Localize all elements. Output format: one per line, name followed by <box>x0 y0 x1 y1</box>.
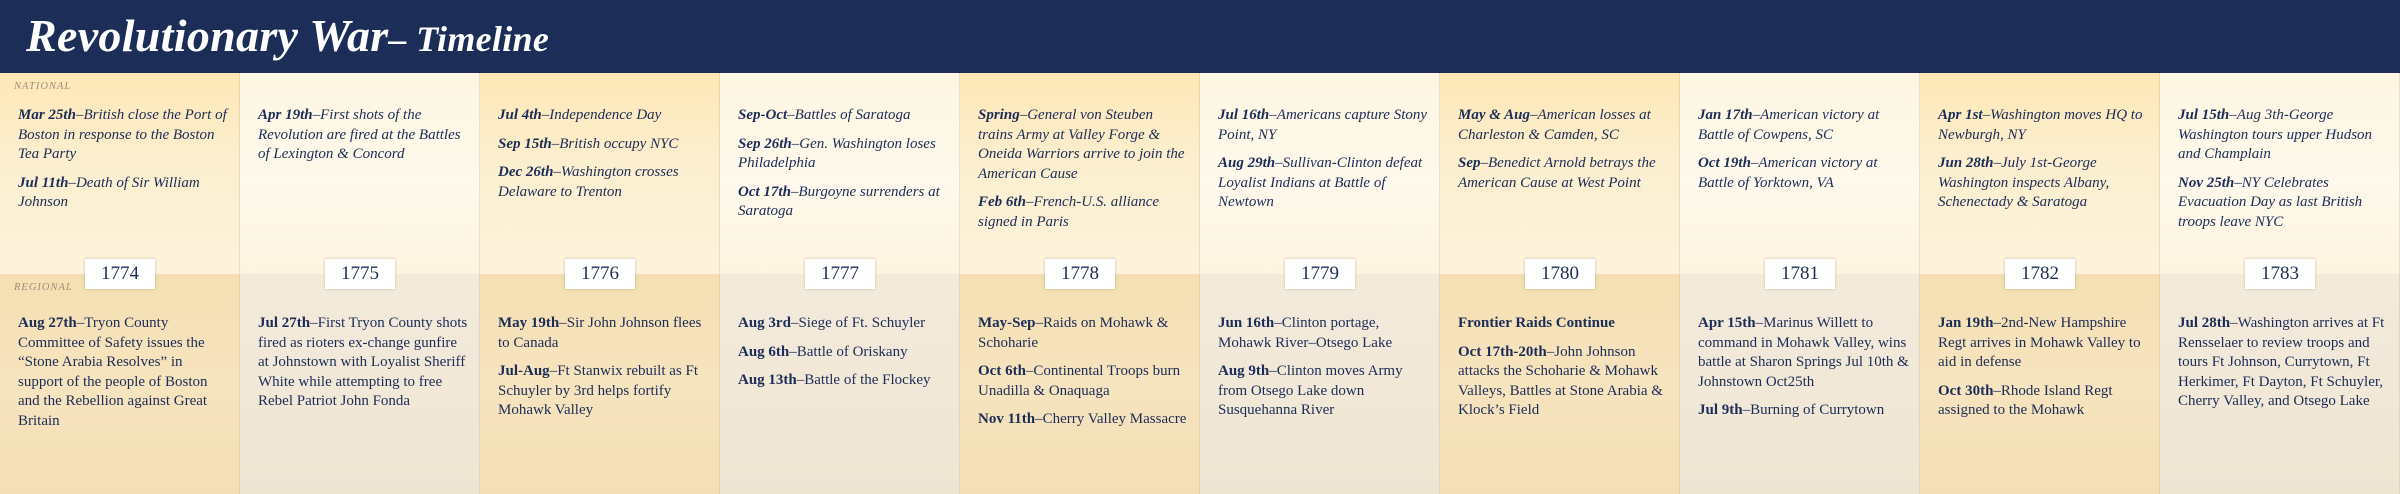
event-text: –Burgoyne surrenders at Saratoga <box>738 183 940 219</box>
timeline-event <box>258 314 470 412</box>
event-text: –American victory at Battle of Cowpens, SC <box>1698 107 1880 143</box>
event-date: Spring <box>978 107 1020 123</box>
timeline-event <box>2178 174 2390 233</box>
event-text: –NY Celebrates Evacuation Day as last British troops leave NYC <box>2178 174 2363 230</box>
timeline-event <box>738 343 950 363</box>
year-marker: 1776 <box>565 259 635 289</box>
regional-events <box>738 314 950 400</box>
event-text: –Washington arrives at Ft Rensselaer to review troops and tours Ft Johnson, Currytown, Ft Herkimer, Ft Dayton, Ft Schuyler, Cherry Valley, and Otsego Lake <box>2178 315 2385 409</box>
event-date: Jul 4th <box>498 107 542 123</box>
timeline-event <box>18 106 230 165</box>
event-text: –Washington crosses Delaware to Trenton <box>498 164 679 200</box>
timeline-event <box>1218 314 1430 353</box>
timeline-event <box>1938 154 2150 213</box>
national-events <box>738 106 950 231</box>
event-date: May & Aug <box>1458 107 1530 123</box>
event-text: –First Tryon County shots fired as rioters ex-change gunfire at Johnstown with Loyalist Sheriff White while attempting to free Rebel Patriot John Fonda <box>258 315 468 409</box>
event-date: May-Sep <box>978 315 1036 331</box>
page-title <box>26 7 549 68</box>
year-marker: 1782 <box>2005 259 2075 289</box>
event-text: –Clinton moves Army from Otsego Lake down Susquehanna River <box>1218 363 1403 418</box>
event-text: –2nd-New Hampshire Regt arrives in Mohawk Valley to aid in defense <box>1938 315 2141 370</box>
timeline-event <box>1458 154 1670 193</box>
regional-events <box>1458 314 1670 430</box>
event-date: Oct 17th <box>738 183 791 200</box>
event-text: –July 1st-George Washington inspects Albany, Schenectady & Saratoga <box>1938 155 2110 210</box>
timeline-event <box>18 314 230 431</box>
national-events <box>18 106 230 222</box>
timeline-event <box>978 314 1190 353</box>
timeline-event <box>1938 106 2150 145</box>
timeline-event <box>498 314 710 353</box>
event-date: Feb 6th <box>978 194 1026 210</box>
timeline-event <box>498 163 710 202</box>
event-date: Nov 25th <box>2178 174 2235 191</box>
header-banner <box>0 0 2400 73</box>
year-marker: 1778 <box>1045 259 1115 289</box>
title-main: Revolutionary War <box>26 10 389 61</box>
event-date: Jul-Aug <box>498 363 550 379</box>
event-date: Jul 28th <box>2178 315 2231 331</box>
timeline-event <box>2178 106 2390 165</box>
event-text: –Ft Stanwix rebuilt as Ft Schuyler by 3rd helps fortify Mohawk Valley <box>498 363 699 418</box>
event-date: Jul 27th <box>258 315 311 331</box>
event-date: Dec 26th <box>498 164 554 180</box>
event-date: Oct 6th <box>978 363 1026 379</box>
event-date: Aug 6th <box>738 343 790 360</box>
event-date: Aug 29th <box>1218 155 1276 171</box>
timeline-event <box>1218 362 1430 421</box>
event-text: –Burning of Currytown <box>1742 402 1885 418</box>
year-column-1775 <box>240 73 480 494</box>
event-text: –First shots of the Revolution are fired at the Battles of Lexington & Concord <box>258 107 461 162</box>
event-date: Jul 9th <box>1698 402 1743 418</box>
year-marker: 1779 <box>1285 259 1355 289</box>
national-events <box>1458 106 1670 202</box>
year-column-1780 <box>1440 73 1680 494</box>
event-text: –British close the Port of Boston in response to the Boston Tea Party <box>18 107 227 162</box>
event-text: –Americans capture Stony Point, NY <box>1218 107 1428 143</box>
timeline-event <box>738 135 950 174</box>
timeline-event <box>498 106 710 126</box>
event-text: –Washington moves HQ to Newburgh, NY <box>1938 107 2143 143</box>
timeline-event <box>738 371 950 391</box>
event-date: May 19th <box>498 315 560 331</box>
national-events <box>2178 106 2390 241</box>
timeline-event <box>1698 154 1910 193</box>
regional-events <box>2178 314 2390 421</box>
event-date: Sep <box>1458 155 1481 171</box>
regional-events <box>1698 314 1910 430</box>
timeline-event <box>258 106 470 165</box>
event-text: –Sullivan-Clinton defeat Loyalist Indians at Battle of Newtown <box>1218 155 1423 210</box>
event-text: –Benedict Arnold betrays the American Cause at West Point <box>1458 155 1656 191</box>
event-date: Aug 27th <box>18 315 77 331</box>
event-text: –John Johnson attacks the Schoharie & Mohawk Valleys, Battles at Stone Arabia & Klock’s Field <box>1458 343 1663 418</box>
event-date: Jun 28th <box>1938 155 1994 171</box>
national-events <box>498 106 710 211</box>
event-date: Aug 3rd <box>738 315 791 331</box>
timeline-event <box>1698 314 1910 392</box>
timeline-event <box>978 193 1190 232</box>
event-date: Aug 13th <box>738 372 797 388</box>
event-text: –Battle of Oriskany <box>789 343 908 360</box>
timeline-event <box>18 174 230 213</box>
regional-events <box>1938 314 2150 430</box>
timeline-event <box>978 410 1190 430</box>
national-panel <box>240 73 480 274</box>
year-marker: 1777 <box>805 259 875 289</box>
event-date: Sep 26th <box>738 135 792 152</box>
title-sub: – Timeline <box>388 19 550 59</box>
event-text: –Siege of Ft. Schuyler <box>790 315 926 331</box>
event-text: –Raids on Mohawk & Schoharie <box>978 315 1169 351</box>
event-text: –Battle of the Flockey <box>796 372 931 388</box>
timeline-event <box>978 106 1190 184</box>
timeline-event <box>1698 401 1910 421</box>
national-events <box>978 106 1190 241</box>
year-marker: 1775 <box>325 259 395 289</box>
year-marker: 1774 <box>85 259 155 289</box>
event-text: –Battles of Saratoga <box>787 107 911 123</box>
event-date: Jul 11th <box>18 174 69 191</box>
regional-events <box>978 314 1190 439</box>
event-text: –British occupy NYC <box>551 135 679 152</box>
event-date: Oct 19th <box>1698 155 1751 171</box>
event-text: –Cherry Valley Massacre <box>1035 411 1187 427</box>
timeline-event <box>738 183 950 222</box>
event-date: Jan 17th <box>1698 107 1753 123</box>
year-column-1782 <box>1920 73 2160 494</box>
event-date: Oct 17th-20th <box>1458 343 1547 360</box>
event-text: –Rhode Island Regt assigned to the Mohawk <box>1938 382 2113 418</box>
year-column-1783 <box>2160 73 2400 494</box>
event-text: –Clinton portage, Mohawk River–Otsego Lake <box>1218 315 1393 351</box>
regional-events <box>258 314 470 421</box>
regional-section-label: REGIONAL <box>14 282 73 293</box>
event-text: –French-U.S. alliance signed in Paris <box>978 194 1160 230</box>
timeline-event <box>978 362 1190 401</box>
timeline-event <box>1938 314 2150 373</box>
timeline-event <box>738 106 950 126</box>
event-text: –Marinus Willett to command in Mohawk Valley, wins battle at Sharon Springs Jul 10th & Johnstown Oct25th <box>1698 315 1909 390</box>
event-text: –American losses at Charleston & Camden, SC <box>1458 107 1651 143</box>
event-text: –Aug 3th-George Washington tours upper Hudson and Champlain <box>2178 107 2373 162</box>
national-events <box>1938 106 2150 222</box>
event-date: Mar 25th <box>18 107 76 123</box>
event-date: Nov 11th <box>978 411 1036 427</box>
year-column-1779 <box>1200 73 1440 494</box>
event-date: Jul 16th <box>1218 107 1270 123</box>
timeline-event <box>2178 314 2390 412</box>
event-date: Sep-Oct <box>738 107 788 123</box>
timeline-event <box>1938 382 2150 421</box>
timeline-event <box>1458 343 1670 421</box>
timeline-event <box>1698 106 1910 145</box>
event-text: –General von Steuben trains Army at Valley Forge & Oneida Warriors arrive to join the American Cause <box>978 107 1185 182</box>
event-date: Apr 1st <box>1938 107 1983 123</box>
event-date: Apr 15th <box>1698 315 1756 331</box>
timeline-event <box>1458 314 1670 334</box>
event-date: Apr 19th <box>258 107 313 123</box>
year-marker: 1780 <box>1525 259 1595 289</box>
event-text: –Tryon County Committee of Safety issues the “Stone Arabia Resolves” in support of the people of Boston and the Rebellion against Great Britain <box>18 315 208 429</box>
event-date: Sep 15th <box>498 135 552 152</box>
event-text: –Death of Sir William Johnson <box>18 174 200 210</box>
year-column-1778 <box>960 73 1200 494</box>
timeline-event <box>1218 106 1430 145</box>
timeline-event <box>1218 154 1430 213</box>
regional-events <box>498 314 710 430</box>
event-date: Jan 19th <box>1938 315 1994 331</box>
national-events <box>1698 106 1910 202</box>
event-text: –Independence Day <box>541 107 662 123</box>
event-text: –Sir John Johnson flees to Canada <box>498 315 702 351</box>
timeline-event <box>738 314 950 334</box>
regional-events <box>1218 314 1430 430</box>
timeline-event <box>498 135 710 155</box>
timeline-event <box>1458 106 1670 145</box>
event-date: Aug 9th <box>1218 363 1270 379</box>
event-date: Oct 30th <box>1938 382 1994 399</box>
event-text: –American victory at Battle of Yorktown, VA <box>1698 155 1878 191</box>
regional-events <box>18 314 230 440</box>
year-column-1777 <box>720 73 960 494</box>
national-events <box>1218 106 1430 222</box>
year-marker: 1783 <box>2245 259 2315 289</box>
national-events <box>258 106 470 174</box>
event-date: Jun 16th <box>1218 315 1275 331</box>
event-date: Frontier Raids Continue <box>1458 315 1615 331</box>
year-column-1776 <box>480 73 720 494</box>
event-date: Jul 15th <box>2178 107 2230 123</box>
event-text: –Gen. Washington loses Philadelphia <box>738 135 936 171</box>
year-column-1781 <box>1680 73 1920 494</box>
event-text: –Continental Troops burn Unadilla & Onaquaga <box>978 363 1181 399</box>
year-marker: 1781 <box>1765 259 1835 289</box>
timeline-event <box>498 362 710 421</box>
national-section-label: NATIONAL <box>14 81 72 92</box>
